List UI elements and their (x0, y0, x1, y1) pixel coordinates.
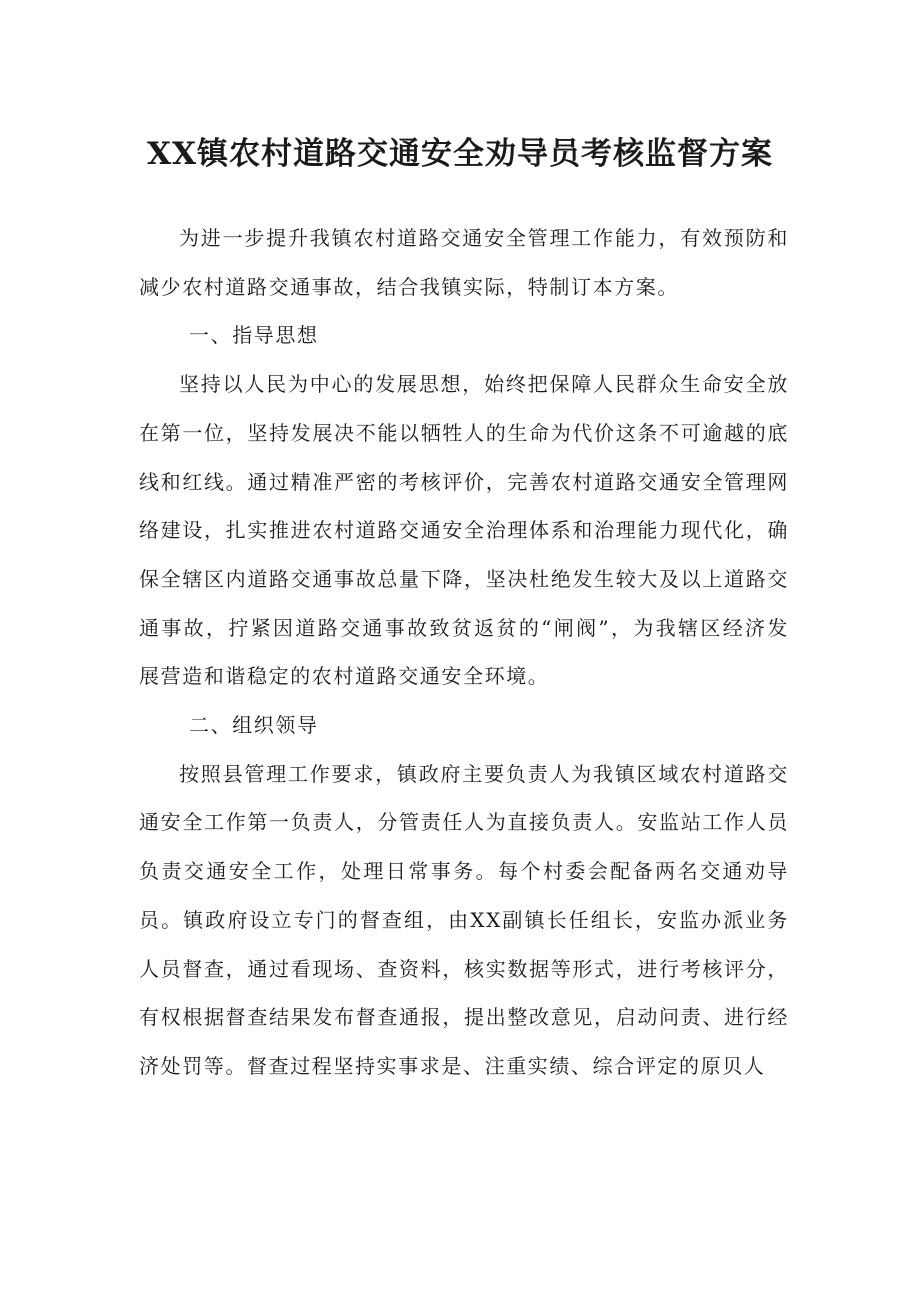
section-body-organization-leadership: 按照县管理工作要求，镇政府主要负责人为我镇区域农村道路交通安全工作第一负责人，分管责任人为直接负责人。安监站工作人员负责交通安全工作，处理日常事务。每个村委会配备两名交通劝导员。镇政府设立专门的督查组，由XX副镇长任组长，安监办派业务人员督查，通过看现场、查资料，核实数据等形式，进行考核评分，有权根据督查结果发布督查通报，提出整改意见，启动问责、进行经济处罚等。督查过程坚持实事求是、注重实绩、综合评定的原贝人 (139, 761, 789, 1078)
document-body (139, 214, 789, 1091)
section-body-guiding-ideology: 坚持以人民为中心的发展思想，始终把保障人民群众生命安全放在第一位，坚持发展决不能以牺牲人的生命为代价这条不可逾越的底线和红线。通过精准严密的考核评价，完善农村道路交通安全管理网络建设，扎实推进农村道路交通安全治理体系和治理能力现代化，确保全辖区内道路交通事故总量下降，坚决杜绝发生较大及以上道路交通事故，拧紧因道路交通事故致贫返贫的“闸阀”，为我辖区经济发展营造和谐稳定的农村道路交通安全环境。 (139, 372, 789, 689)
section-heading-organization-leadership: 二、组织领导 (189, 713, 319, 738)
intro-paragraph: 为进一步提升我镇农村道路交通安全管理工作能力，有效预防和减少农村道路交通事故，结合我镇实际，特制订本方案。 (139, 226, 789, 299)
document-title: XX镇农村道路交通安全劝导员考核监督方案 (146, 136, 774, 172)
section-heading-guiding-ideology: 一、指导思想 (189, 323, 319, 348)
